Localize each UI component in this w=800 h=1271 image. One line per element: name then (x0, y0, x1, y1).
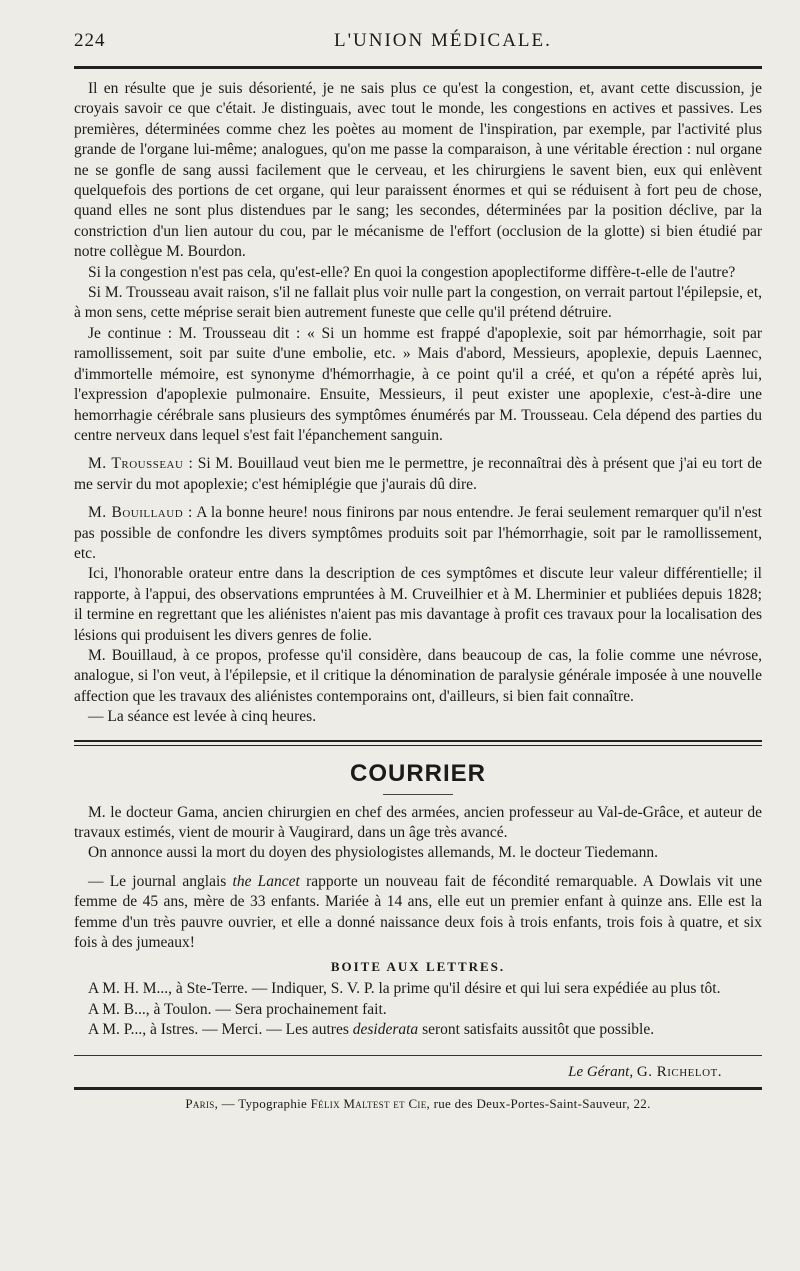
dialogue-text: Si M. Bouillaud veut bien me le permettre, je reconnaîtrai dès à présent que j'ai eu tort de me servir du mot apoplexie; c'est hémiplégie que j'aurais dû dire. (74, 455, 763, 493)
text-span: seront satisfaits aussitôt que possible. (418, 1021, 655, 1039)
signature (74, 1064, 762, 1081)
header-rule (74, 66, 762, 69)
page-header (74, 30, 762, 58)
lancet-paragraph (74, 872, 762, 954)
dialogue-trousseau (74, 454, 762, 495)
journal-title: L'UNION MÉDICALE. (334, 30, 552, 51)
mailbox-line (74, 1020, 762, 1040)
footer-rule (74, 1087, 762, 1090)
text-span: , rue des Deux-Portes-Saint-Sauveur, 22. (426, 1095, 651, 1111)
dialogue-bouillaud (74, 503, 762, 564)
paragraph: Si la congestion n'est pas cela, qu'est-elle? En quoi la congestion apoplectiforme diffère-t-elle de l'autre? (88, 263, 736, 281)
text-span: — Typographie (218, 1095, 311, 1111)
courrier-title: COURRIER (349, 759, 486, 787)
speaker-name: M. Trousseau : (88, 455, 194, 473)
mailbox-line: A M. B..., à Toulon. — Sera prochainement fait. (88, 1000, 387, 1018)
mailbox-body (74, 979, 762, 1040)
mailbox-line: A M. H. M..., à Ste-Terre. — Indiquer, S. V. P. la prime qu'il désire et qui lui sera expédiée au plus tôt. (88, 980, 721, 998)
text-span: A M. P..., à Istres. — Merci. — Les autres (88, 1021, 353, 1039)
article-body (74, 79, 762, 728)
dialogue-text: A la bonne heure! nous finirons par nous entendre. Je ferai seulement remarquer qu'il n'est pas possible de confondre les divers symptômes produits soit par l'hémorrhagie, soit par le ramollissement, etc. (74, 504, 762, 562)
italic-term: desiderata (352, 1021, 419, 1039)
signature-rule (74, 1055, 762, 1056)
printer-imprint (74, 1096, 762, 1112)
signature-role: Le Gérant, (568, 1063, 634, 1080)
mailbox-title: BOITE AUX LETTRES. (330, 959, 506, 975)
paragraph: Ici, l'honorable orateur entre dans la description de ces symptômes et discute leur valeur différentielle; il rapporte, à l'appui, des observations empruntées à M. Cruveilhier et à M. Lherminier et publiées depuis 1828; il termine en regrettant que les aliénistes n'aient pas mis davantage à profit ces travaux pour la localisation des lésions qui produisent les divers genres de folie. (74, 565, 762, 644)
speaker-name: M. Bouillaud : (88, 504, 193, 522)
imprint-city: Paris, (185, 1095, 219, 1111)
paragraph: Si M. Trousseau avait raison, s'il ne fallait plus voir nulle part la congestion, on verrait partout l'épilepsie, et, à mon sens, cette méprise serait bien autrement funeste que celle qu'il prétend détruire. (74, 284, 762, 322)
page-number: 224 (74, 30, 106, 51)
journal-name: the Lancet (232, 872, 300, 890)
paragraph: M. Bouillaud, à ce propos, professe qu'il considère, dans beaucoup de cas, la folie comme une névrose, analogue, si l'on veut, à l'épilepsie, et il critique la dénomination de paralysie générale imposée à une nouvelle affection que les travaux des aliénistes contemporains ont, d'ailleurs, si bien fait connaître. (74, 646, 762, 705)
paragraph: Je continue : M. Trousseau dit : « Si un homme est frappé d'apoplexie, soit par hémorrhagie, soit par ramollissement, soit par suite d'une embolie, etc. » Mais d'abord, Messieurs, apoplexie, depuis Laennec, d'immortelle mémoire, est synonyme d'hémorrhagie, à ce point qu'il a créé, et qu'on a répété après lui, l'expression d'apoplexie pulmonaire. Ensuite, Messieurs, il peut exister une apoplexie, c'est-à-dire une hemorrhagie cérébrale sans plusieurs des symptômes énumérés par M. Trousseau. Cela dépend des parties du centre nerveux dans lequel s'est fait l'épanchement sanguin. (74, 324, 762, 444)
paragraph: M. le docteur Gama, ancien chirurgien en chef des armées, ancien professeur au Val-de-Grâce, et auteur de travaux estimés, vient de mourir à Vaugirard, dans un âge très avancé. (74, 803, 762, 841)
section-divider (74, 740, 762, 746)
text-span: — Le journal anglais (88, 872, 233, 890)
text-span: rapporte un nouveau fait de fécondité remarquable. A Dowlais vit une femme de 45 ans, mère de 33 enfants. Mariée à 14 ans, elle eut un premier enfant à quinze ans. Elle est la femme d'un très pauvre ouvrier, et elle a donné naissance deux fois à trois enfants, trois fois à quatre, et six fois à des jumeaux! (74, 872, 763, 952)
paragraph: On annonce aussi la mort du doyen des physiologistes allemands, M. le docteur Tiedemann. (88, 844, 658, 862)
signature-name: G. Richelot. (636, 1063, 722, 1080)
paragraph: Il en résulte que je suis désorienté, je ne sais plus ce qu'est la congestion, et, avant cette discussion, je croyais savoir ce que c'était. Je distinguais, avec tout le monde, les congestions en actives et passives. Les premières, déterminées comme chez les poètes au moment de l'inspiration, par exemple, par l'activité plus grande de l'organe lui-même; analogues, qu'on me passe la comparaison, à une véritable érection : nul organe ne se gonfle de sang aussi facilement que le cerveau, et les chirurgiens le savent bien, eux qui enlèvent quelquefois des portions de cet organe, qui leur paraissent énormes et qui se réduisent à fort peu de chose, quand elles ne sont plus distendues par le sang; les secondes, déterminées par la position déclive, par la constriction d'un lien autour du cou, par le mécanisme de l'effort (occlusion de la glotte) si bien étudié par notre collègue M. Bourdon. (74, 80, 762, 261)
printer-name: Félix Maltest et Cie (310, 1095, 427, 1111)
courrier-body (74, 803, 762, 954)
title-underline (383, 794, 453, 795)
closing-line: — La séance est levée à cinq heures. (88, 708, 317, 726)
